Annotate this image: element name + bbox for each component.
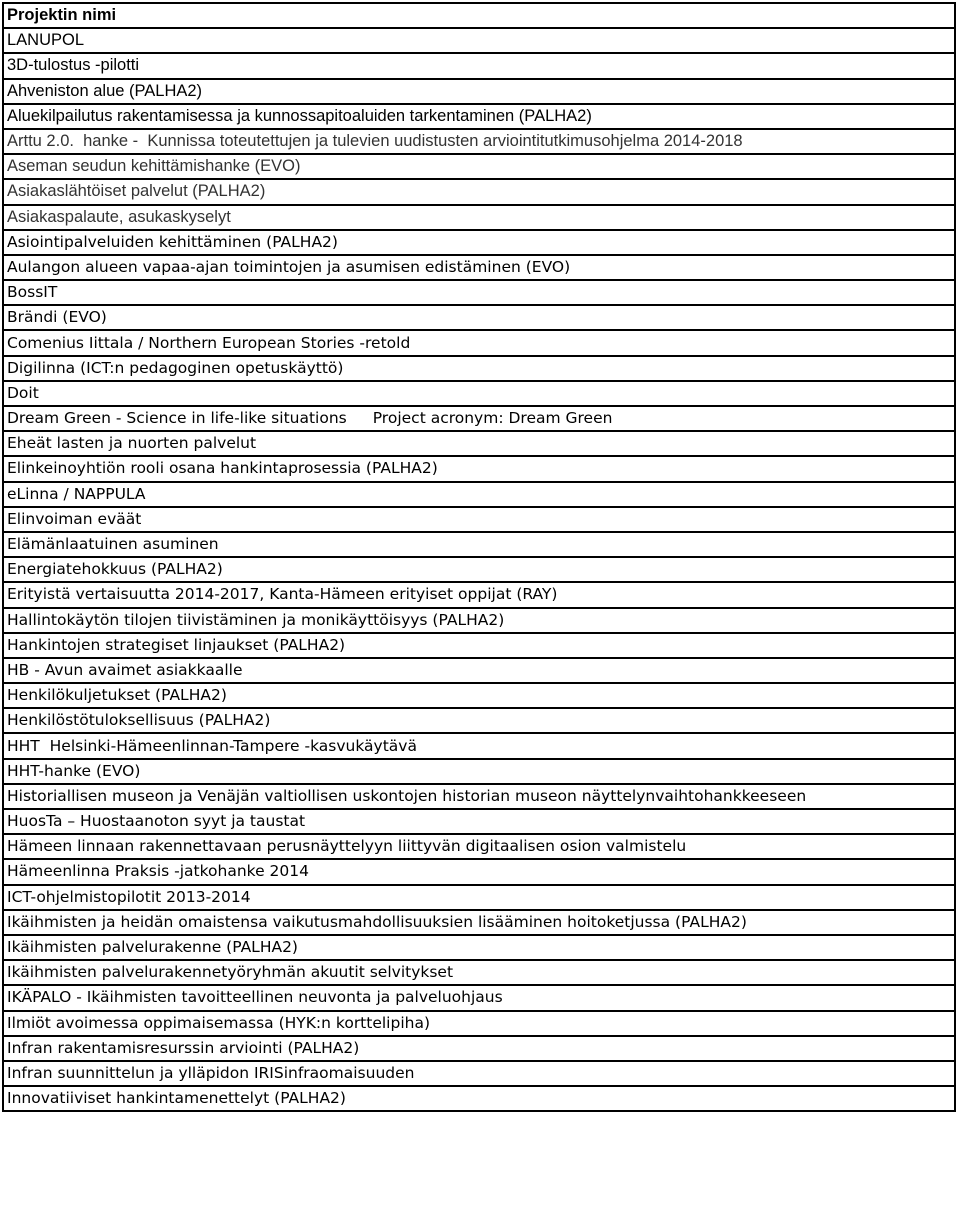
project-name: eLinna / NAPPULA <box>7 484 146 503</box>
project-name-cell[interactable] <box>3 330 955 355</box>
table-row <box>3 205 955 230</box>
table-row <box>3 507 955 532</box>
project-name-cell[interactable] <box>3 280 955 305</box>
project-name-cell[interactable] <box>3 230 955 255</box>
project-name-cell[interactable] <box>3 910 955 935</box>
project-name: Energiatehokkuus (PALHA2) <box>7 560 223 579</box>
table-row <box>3 834 955 859</box>
table-row <box>3 305 955 330</box>
project-name-cell[interactable] <box>3 356 955 381</box>
project-name-cell[interactable] <box>3 960 955 985</box>
table-row <box>3 910 955 935</box>
project-name-cell[interactable] <box>3 53 955 78</box>
project-name-cell[interactable] <box>3 381 955 406</box>
project-name-cell[interactable] <box>3 305 955 330</box>
project-name: Digilinna (ICT:n pedagoginen opetuskäyttö) <box>7 358 344 377</box>
project-name: Elinkeinoyhtiön rooli osana hankintaprosessia (PALHA2) <box>7 459 438 478</box>
table-row <box>3 431 955 456</box>
project-name: Ilmiöt avoimessa oppimaisemassa (HYK:n korttelipiha) <box>7 1013 431 1032</box>
project-name-cell[interactable] <box>3 532 955 557</box>
project-name: Asiointipalveluiden kehittäminen (PALHA2) <box>7 232 338 251</box>
table-row <box>3 381 955 406</box>
project-name-cell[interactable] <box>3 79 955 104</box>
project-name-cell[interactable] <box>3 784 955 809</box>
header-row <box>3 3 955 28</box>
header-cell[interactable]: Projektin nimi <box>3 3 955 28</box>
table-row <box>3 330 955 355</box>
project-name-cell[interactable] <box>3 658 955 683</box>
table-row <box>3 759 955 784</box>
project-name: Hämeen linnaan rakennettavaan perusnäyttelyyn liittyvän digitaalisen osion valmistelu <box>7 837 687 856</box>
table-row <box>3 608 955 633</box>
project-name: Historiallisen museon ja Venäjän valtiollisen uskontojen historian museon näyttelynvaihtohankkeeseen <box>7 786 807 805</box>
project-name: Asiakaslähtöiset palvelut (PALHA2) <box>7 182 266 201</box>
table-row <box>3 784 955 809</box>
project-name: Brändi (EVO) <box>7 308 107 327</box>
project-name: Infran rakentamisresurssin arviointi (PALHA2) <box>7 1038 360 1057</box>
project-name-cell[interactable] <box>3 985 955 1010</box>
table-row <box>3 129 955 154</box>
project-name: 3D-tulostus -pilotti <box>7 56 140 75</box>
project-name: Aulangon alueen vapaa-ajan toimintojen ja asumisen edistäminen (EVO) <box>7 257 571 276</box>
project-name: HB - Avun avaimet asiakkaalle <box>7 660 243 679</box>
table-row <box>3 935 955 960</box>
table-row <box>3 733 955 758</box>
table-row <box>3 154 955 179</box>
project-name: Infran suunnittelun ja ylläpidon IRISinfraomaisuuden <box>7 1063 415 1082</box>
table-row <box>3 356 955 381</box>
table-row <box>3 1061 955 1086</box>
project-name-cell[interactable] <box>3 456 955 481</box>
project-name-cell[interactable] <box>3 935 955 960</box>
project-name-cell[interactable] <box>3 154 955 179</box>
project-name: Erityistä vertaisuutta 2014-2017, Kanta-Hämeen erityiset oppijat (RAY) <box>7 585 558 604</box>
project-name-cell[interactable] <box>3 28 955 53</box>
table-row <box>3 230 955 255</box>
project-acronym: Project acronym: Dream Green <box>372 409 613 428</box>
project-name: Aluekilpailutus rakentamisessa ja kunnossapitoaluiden tarkentaminen (PALHA2) <box>7 106 592 125</box>
project-name: Henkilökuljetukset (PALHA2) <box>7 686 227 705</box>
project-name: Hallintokäytön tilojen tiivistäminen ja monikäyttöisyys (PALHA2) <box>7 610 505 629</box>
table-row <box>3 532 955 557</box>
project-name: ICT-ohjelmistopilotit 2013-2014 <box>7 887 251 906</box>
table-row <box>3 79 955 104</box>
project-name: Ikäihmisten ja heidän omaistensa vaikutusmahdollisuuksien lisääminen hoitoketjussa (PALHA2) <box>7 912 747 931</box>
project-name-cell[interactable] <box>3 507 955 532</box>
table-row <box>3 557 955 582</box>
project-name-cell[interactable] <box>3 582 955 607</box>
table-row <box>3 708 955 733</box>
project-name-cell[interactable] <box>3 482 955 507</box>
project-name-cell[interactable] <box>3 859 955 884</box>
project-name: Elämänlaatuinen asuminen <box>7 535 219 554</box>
table-row <box>3 1036 955 1061</box>
project-name-cell[interactable] <box>3 1011 955 1036</box>
table-row <box>3 633 955 658</box>
project-name: Henkilöstötuloksellisuus (PALHA2) <box>7 711 271 730</box>
project-name-cell[interactable] <box>3 608 955 633</box>
project-name: BossIT <box>7 283 58 302</box>
project-name-cell[interactable] <box>3 809 955 834</box>
project-name: Asiakaspalaute, asukaskyselyt <box>7 207 231 226</box>
project-name: Comenius Iittala / Northern European Stories -retold <box>7 333 411 352</box>
table-row <box>3 658 955 683</box>
project-name-cell[interactable] <box>3 683 955 708</box>
project-name: HuosTa – Huostaanoton syyt ja taustat <box>7 812 306 831</box>
project-name-cell[interactable] <box>3 179 955 204</box>
table-row <box>3 482 955 507</box>
project-name-cell[interactable] <box>3 557 955 582</box>
table-row <box>3 255 955 280</box>
table-row <box>3 885 955 910</box>
project-name: LANUPOL <box>7 31 85 50</box>
project-name: Ahveniston alue (PALHA2) <box>7 81 203 100</box>
project-name: Ikäihmisten palvelurakenne (PALHA2) <box>7 938 298 957</box>
table-row <box>3 683 955 708</box>
project-name: Eheät lasten ja nuorten palvelut <box>7 434 257 453</box>
project-name-cell[interactable] <box>3 759 955 784</box>
table-row <box>3 1011 955 1036</box>
project-name-cell[interactable] <box>3 1061 955 1086</box>
table-row <box>3 960 955 985</box>
project-name: Hankintojen strategiset linjaukset (PALHA2) <box>7 635 346 654</box>
table-row <box>3 859 955 884</box>
project-name: Hämeenlinna Praksis -jatkohanke 2014 <box>7 862 310 881</box>
table-row <box>3 985 955 1010</box>
project-name-cell[interactable] <box>3 129 955 154</box>
table-row <box>3 582 955 607</box>
project-name-cell[interactable] <box>3 834 955 859</box>
table-row <box>3 53 955 78</box>
table-row <box>3 1086 955 1111</box>
project-name: Doit <box>7 383 39 402</box>
table-row <box>3 809 955 834</box>
project-name-cell[interactable] <box>3 431 955 456</box>
project-name: Arttu 2.0. hanke - Kunnissa toteutettujen ja tulevien uudistusten arviointitutkimusohjelma 2014-2018 <box>7 132 743 151</box>
project-name-cell[interactable] <box>3 885 955 910</box>
project-name-cell[interactable] <box>3 1086 955 1111</box>
project-name-cell[interactable] <box>3 633 955 658</box>
project-name-cell[interactable] <box>3 406 955 431</box>
table-row <box>3 406 955 431</box>
project-name: Dream Green - Science in life-like situations <box>7 409 347 428</box>
project-name-cell[interactable] <box>3 1036 955 1061</box>
project-name: Ikäihmisten palvelurakennetyöryhmän akuutit selvitykset <box>7 963 454 982</box>
project-name-cell[interactable] <box>3 733 955 758</box>
project-name: Innovatiiviset hankintamenettelyt (PALHA2) <box>7 1089 346 1108</box>
project-name-cell[interactable] <box>3 255 955 280</box>
table-row <box>3 104 955 129</box>
table-row <box>3 179 955 204</box>
table-row <box>3 280 955 305</box>
table-row <box>3 456 955 481</box>
project-names-table <box>2 2 956 1112</box>
table-row <box>3 28 955 53</box>
project-name: IKÄPALO - Ikäihmisten tavoitteellinen neuvonta ja palveluohjaus <box>7 988 503 1007</box>
project-name: HHT Helsinki-Hämeenlinnan-Tampere -kasvukäytävä <box>7 736 417 755</box>
project-name: Elinvoiman eväät <box>7 509 142 528</box>
project-name-cell[interactable] <box>3 104 955 129</box>
project-name-cell[interactable] <box>3 708 955 733</box>
project-name: Aseman seudun kehittämishanke (EVO) <box>7 157 301 176</box>
project-name-cell[interactable] <box>3 205 955 230</box>
project-name: HHT-hanke (EVO) <box>7 761 141 780</box>
